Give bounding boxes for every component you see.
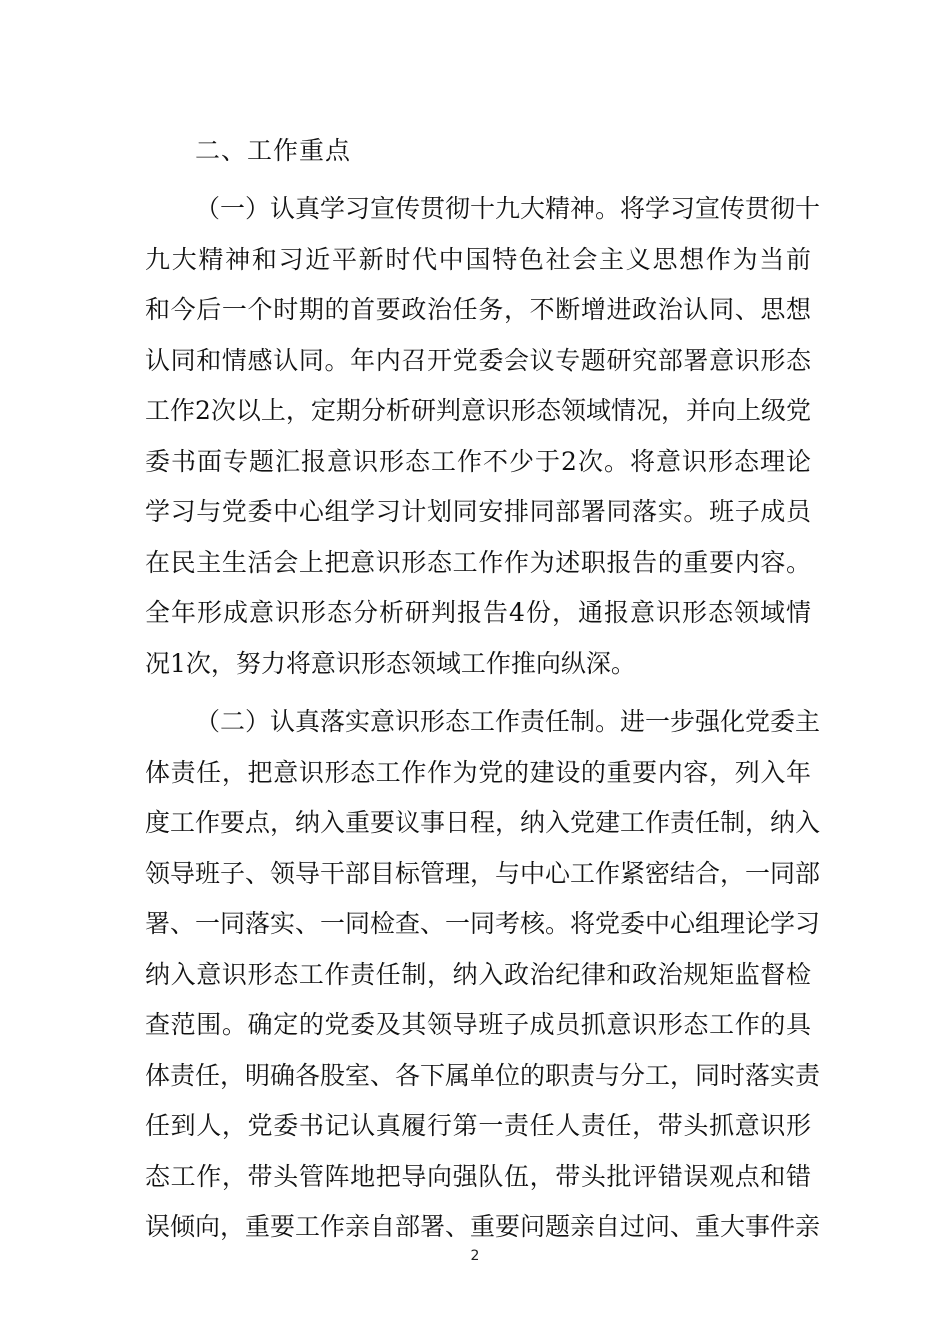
text-line: 学习与党委中心组学习计划同安排同部署同落实。班子成员 [145,497,811,526]
text-line: 度工作要点，纳入重要议事日程，纳入党建工作责任制，纳入 [145,808,821,837]
text-line: 任到人，党委书记认真履行第一责任人责任，带头抓意识形 [145,1111,811,1140]
text-line: 认同和情感认同。年内召开党委会议专题研究部署意识形态 [145,345,811,375]
text-line: （一）认真学习宣传贯彻十九大精神。将学习宣传贯彻十 [195,194,821,223]
section-heading: 二、工作重点 [195,136,352,165]
text-line: （二）认真落实意识形态工作责任制。进一步强化党委主 [195,707,821,736]
text-line: 态工作，带头管阵地把导向强队伍，带头批评错误观点和错 [145,1161,811,1191]
paragraph-2 [145,697,821,1253]
paragraph-1 [145,184,821,689]
text-line: 和今后一个时期的首要政治任务，不断增进政治认同、思想 [145,295,811,324]
text-line: 况1次，努力将意识形态领域工作推向纵深。 [145,648,636,678]
page-number: 2 [470,1248,480,1264]
text-line: 体责任，明确各股室、各下属单位的职责与分工，同时落实责 [145,1060,821,1090]
text-line: 工作2次以上，定期分析研判意识形态领域情况，并向上级党 [145,396,811,425]
text-line: 误倾向，重要工作亲自部署、重要问题亲自过问、重大事件亲 [145,1212,821,1241]
text-line: 体责任，把意识形态工作作为党的建设的重要内容，列入年 [145,757,811,787]
text-line: 署、一同落实、一同检查、一同考核。将党委中心组理论学习 [145,909,821,938]
text-line: 领导班子、领导干部目标管理，与中心工作紧密结合，一同部 [145,858,821,888]
text-line: 查范围。确定的党委及其领导班子成员抓意识形态工作的具 [145,1010,811,1039]
text-line: 在民主生活会上把意识形态工作作为述职报告的重要内容。 [145,547,811,577]
text-line: 纳入意识形态工作责任制，纳入政治纪律和政治规矩监督检 [145,959,811,989]
text-line: 九大精神和习近平新时代中国特色社会主义思想作为当前 [145,244,811,274]
text-line: 委书面专题汇报意识形态工作不少于2次。将意识形态理论 [145,446,811,476]
text-line: 全年形成意识形态分析研判报告4份，通报意识形态领域情 [145,598,811,627]
document-body [145,126,821,1253]
